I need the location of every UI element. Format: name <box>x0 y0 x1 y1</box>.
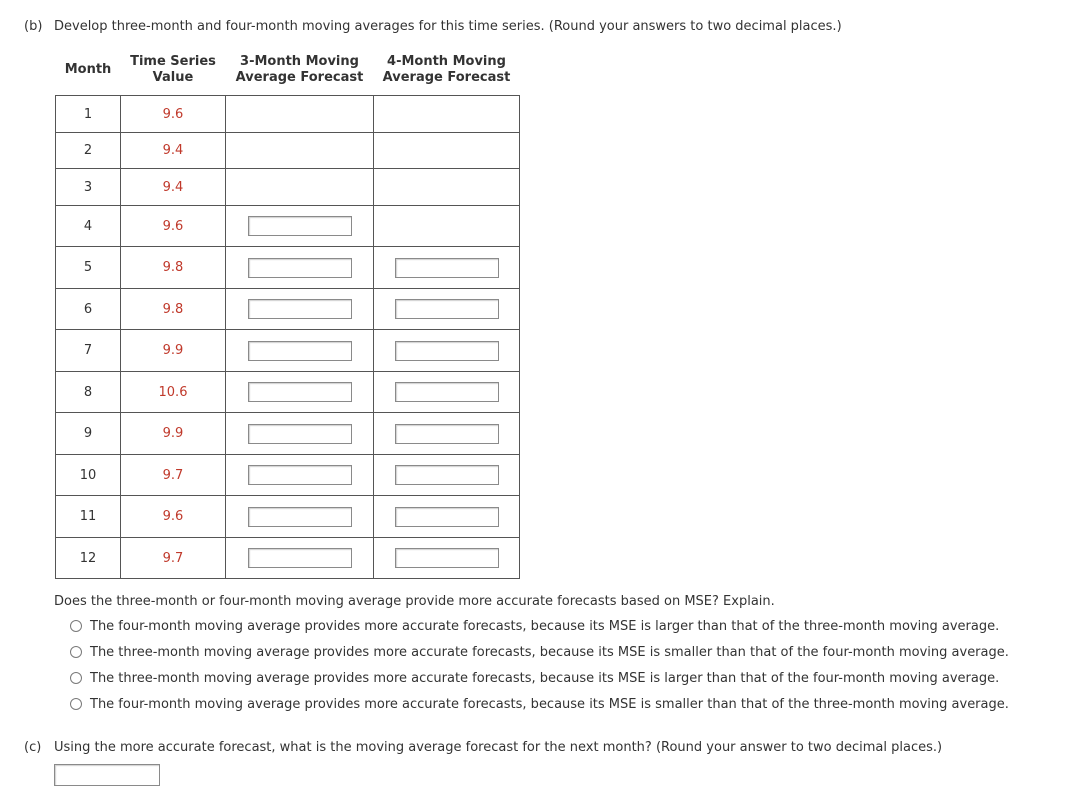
ma4-input-month-6[interactable] <box>395 299 499 319</box>
value-cell: 9.4 <box>121 133 226 169</box>
value-cell: 9.6 <box>121 96 226 133</box>
month-cell: 7 <box>56 330 121 372</box>
value-cell: 9.6 <box>121 206 226 247</box>
month-cell: 12 <box>56 538 121 579</box>
table-row <box>56 96 520 133</box>
ma4-input-month-10[interactable] <box>395 465 499 485</box>
month-cell: 5 <box>56 247 121 289</box>
table-row <box>56 169 520 206</box>
ma4-input-month-5[interactable] <box>395 258 499 278</box>
value-cell: 9.8 <box>121 247 226 289</box>
moving-average-table <box>55 44 520 579</box>
ma4-cell <box>374 538 520 579</box>
table-row <box>56 372 520 413</box>
ma3-input-month-5[interactable] <box>248 258 352 278</box>
ma4-cell <box>374 330 520 372</box>
mse-option-3[interactable] <box>70 669 999 687</box>
mse-option-4-label: The four-month moving average provides more accurate forecasts, because its MSE is smaller than that of the three-month moving average. <box>90 696 1009 712</box>
mse-question-prompt: Does the three-month or four-month moving average provide more accurate forecasts based on MSE? Explain. <box>54 594 775 609</box>
ma4-cell <box>374 455 520 496</box>
ma3-cell <box>226 206 374 247</box>
table-row <box>56 206 520 247</box>
next-month-forecast-input[interactable] <box>54 764 160 786</box>
table-row <box>56 413 520 455</box>
radio-button[interactable] <box>70 672 82 684</box>
header-4-month-ma: 4-Month Moving Average Forecast <box>382 53 511 85</box>
month-cell: 11 <box>56 496 121 538</box>
ma3-cell-empty <box>226 133 374 169</box>
value-cell: 9.9 <box>121 413 226 455</box>
ma3-input-month-9[interactable] <box>248 424 352 444</box>
value-cell: 9.7 <box>121 538 226 579</box>
radio-button[interactable] <box>70 620 82 632</box>
table-row <box>56 330 520 372</box>
ma3-cell <box>226 496 374 538</box>
ma4-cell <box>374 372 520 413</box>
ma3-input-month-6[interactable] <box>248 299 352 319</box>
value-cell: 9.7 <box>121 455 226 496</box>
month-cell: 9 <box>56 413 121 455</box>
ma3-cell <box>226 372 374 413</box>
ma3-cell-empty <box>226 96 374 133</box>
table-row <box>56 133 520 169</box>
month-cell: 8 <box>56 372 121 413</box>
ma3-input-month-12[interactable] <box>248 548 352 568</box>
month-cell: 1 <box>56 96 121 133</box>
value-cell: 10.6 <box>121 372 226 413</box>
ma4-cell <box>374 247 520 289</box>
month-cell: 4 <box>56 206 121 247</box>
ma3-cell <box>226 289 374 330</box>
ma4-cell-empty <box>374 96 520 133</box>
ma3-cell <box>226 413 374 455</box>
ma3-input-month-8[interactable] <box>248 382 352 402</box>
mse-option-2[interactable] <box>70 643 1009 661</box>
month-cell: 3 <box>56 169 121 206</box>
ma4-input-month-7[interactable] <box>395 341 499 361</box>
ma3-cell <box>226 330 374 372</box>
table-row <box>56 496 520 538</box>
ma3-input-month-11[interactable] <box>248 507 352 527</box>
header-month: Month <box>64 61 112 77</box>
mse-option-2-label: The three-month moving average provides more accurate forecasts, because its MSE is smaller than that of the four-month moving average. <box>90 644 1009 660</box>
month-cell: 6 <box>56 289 121 330</box>
mse-option-3-label: The three-month moving average provides more accurate forecasts, because its MSE is larger than that of the four-month moving average. <box>90 670 1000 686</box>
table-header-row <box>56 44 520 96</box>
ma3-cell <box>226 247 374 289</box>
ma4-cell-empty <box>374 206 520 247</box>
table-row <box>56 289 520 330</box>
ma3-cell-empty <box>226 169 374 206</box>
value-cell: 9.9 <box>121 330 226 372</box>
ma4-input-month-11[interactable] <box>395 507 499 527</box>
radio-button[interactable] <box>70 698 82 710</box>
ma4-input-month-8[interactable] <box>395 382 499 402</box>
ma4-cell <box>374 289 520 330</box>
table-row <box>56 455 520 496</box>
part-c-label: (c) <box>24 740 42 755</box>
mse-option-1[interactable] <box>70 617 999 635</box>
value-cell: 9.4 <box>121 169 226 206</box>
ma4-cell <box>374 496 520 538</box>
ma4-cell-empty <box>374 133 520 169</box>
value-cell: 9.6 <box>121 496 226 538</box>
table-row <box>56 538 520 579</box>
header-3-month-ma: 3-Month Moving Average Forecast <box>235 53 364 85</box>
ma4-cell <box>374 413 520 455</box>
part-b-label: (b) <box>24 19 43 34</box>
month-cell: 10 <box>56 455 121 496</box>
ma3-input-month-4[interactable] <box>248 216 352 236</box>
part-c-instruction: Using the more accurate forecast, what is the moving average forecast for the next month? (Round your answer to two decimal places.) <box>54 740 943 755</box>
value-cell: 9.8 <box>121 289 226 330</box>
ma4-cell-empty <box>374 169 520 206</box>
radio-button[interactable] <box>70 646 82 658</box>
table-row <box>56 247 520 289</box>
ma4-input-month-12[interactable] <box>395 548 499 568</box>
part-b-instruction: Develop three-month and four-month moving averages for this time series. (Round your answers to two decimal places.) <box>54 19 842 34</box>
mse-option-4[interactable] <box>70 695 1009 713</box>
ma3-cell <box>226 538 374 579</box>
mse-option-1-label: The four-month moving average provides more accurate forecasts, because its MSE is larger than that of the three-month moving average. <box>90 618 1000 634</box>
ma3-input-month-10[interactable] <box>248 465 352 485</box>
ma4-input-month-9[interactable] <box>395 424 499 444</box>
ma3-cell <box>226 455 374 496</box>
ma3-input-month-7[interactable] <box>248 341 352 361</box>
header-time-series-value: Time Series Value <box>130 53 216 85</box>
month-cell: 2 <box>56 133 121 169</box>
